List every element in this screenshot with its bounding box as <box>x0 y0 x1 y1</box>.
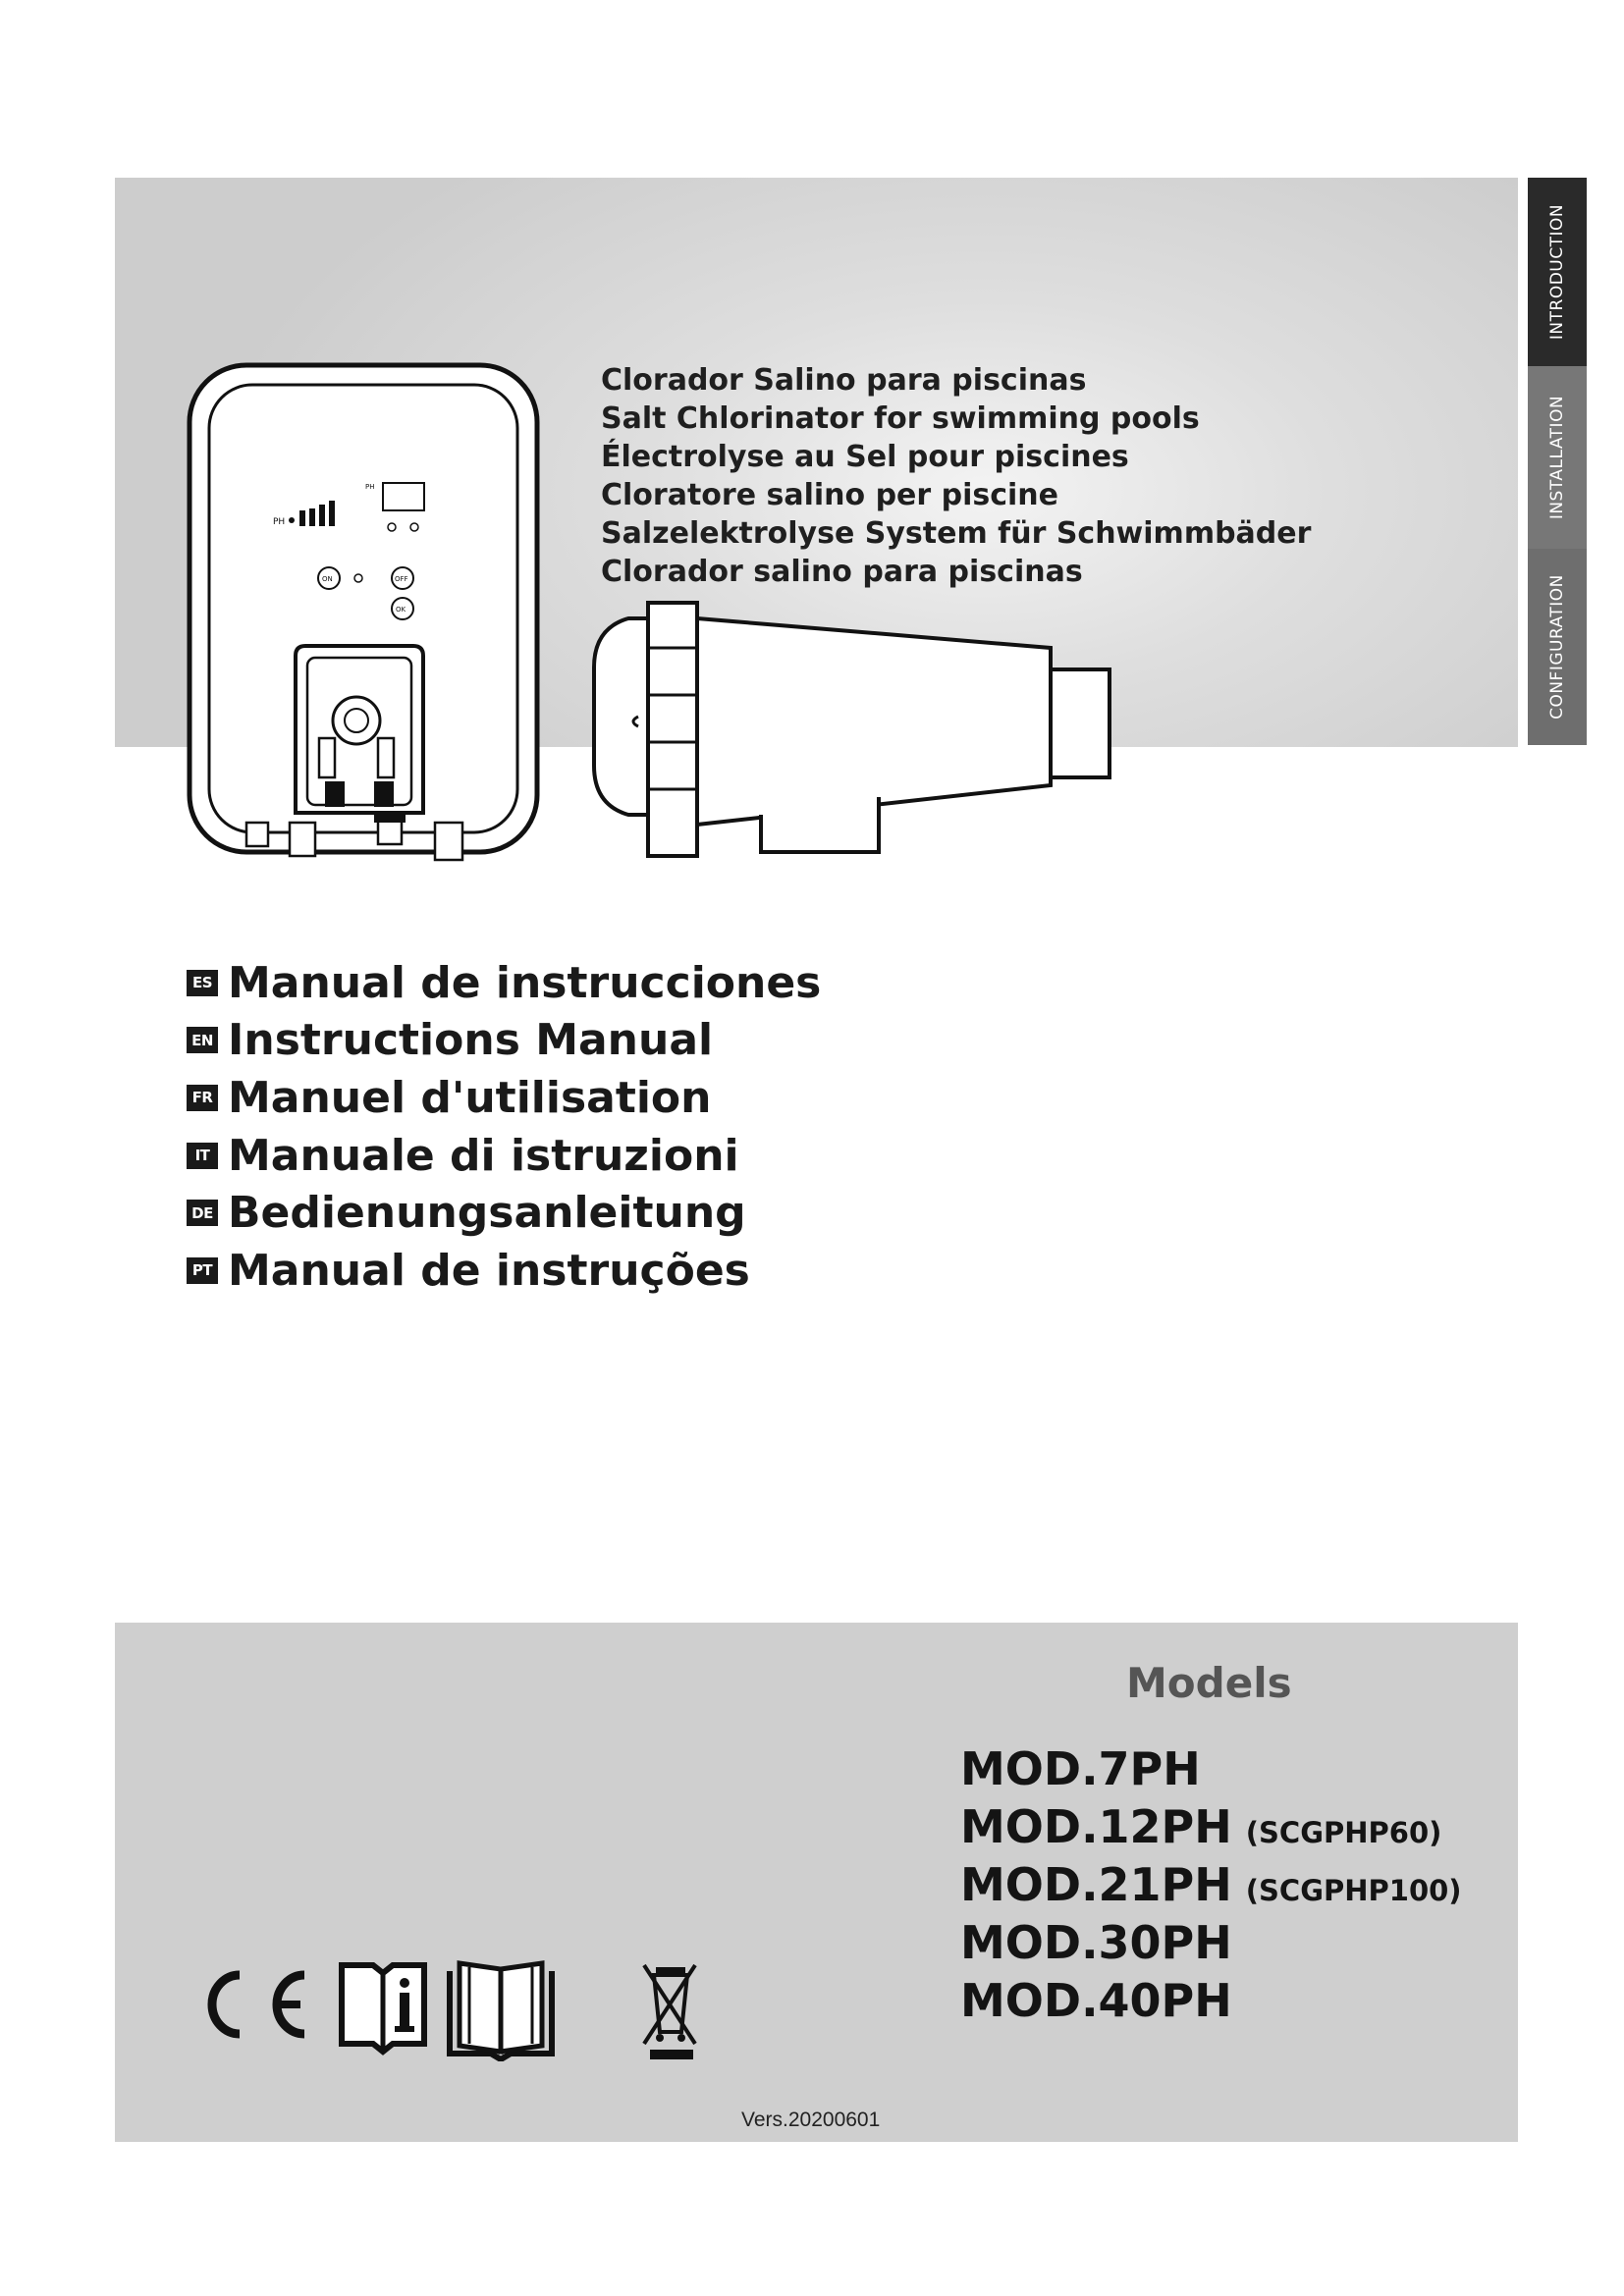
version-label: Vers.20200601 <box>741 2109 881 2131</box>
models-heading: Models <box>1126 1659 1292 1707</box>
product-title-pt: Clorador salino para piscinas <box>601 555 1083 589</box>
control-unit-illustration <box>182 361 545 872</box>
model-name: MOD.30PH <box>960 1916 1232 1969</box>
tab-introduction[interactable]: INTRODUCTION <box>1528 178 1587 366</box>
manual-title-es: Manual de instrucciones <box>228 957 822 1008</box>
electrolysis-cell-illustration <box>589 589 1139 874</box>
model-name: MOD.7PH <box>960 1742 1201 1795</box>
lang-badge-es: ES <box>187 970 218 996</box>
lang-badge-en: EN <box>187 1027 218 1053</box>
manual-title-fr: Manuel d'utilisation <box>228 1072 712 1123</box>
weee-bin-icon <box>644 1965 695 2059</box>
product-title-en: Salt Chlorinator for swimming pools <box>601 401 1200 436</box>
model-row <box>960 1974 1462 2032</box>
model-code: (SCGPHP100) <box>1245 1874 1462 1907</box>
model-code: (SCGPHP60) <box>1245 1816 1442 1849</box>
manual-title-de: Bedienungsanleitung <box>228 1188 746 1239</box>
manual-title-it: Manuale di istruzioni <box>228 1130 739 1181</box>
product-title-de: Salzelektrolyse System für Schwimmbäder <box>601 516 1312 551</box>
manual-row-de <box>187 1184 821 1242</box>
manual-row-it <box>187 1127 821 1185</box>
tab-installation[interactable]: INSTALLATION <box>1528 366 1587 549</box>
ph-label: PH <box>273 517 286 527</box>
lang-badge-pt: PT <box>187 1257 218 1284</box>
model-row <box>960 1800 1462 1858</box>
lang-badge-it: IT <box>187 1143 218 1169</box>
lang-badge-fr: FR <box>187 1085 218 1111</box>
ce-mark-icon <box>212 1975 304 2034</box>
manual-title-en: Instructions Manual <box>228 1015 714 1066</box>
product-title-fr: Électrolyse au Sel pour piscines <box>601 440 1129 474</box>
certification-icons <box>196 1953 746 2061</box>
lang-badge-de: DE <box>187 1200 218 1226</box>
manual-row-fr <box>187 1069 821 1127</box>
model-name: MOD.21PH <box>960 1858 1232 1911</box>
manual-list <box>187 954 821 1300</box>
manual-title-pt: Manual de instruções <box>228 1245 750 1296</box>
on-button-label: ON <box>322 575 333 583</box>
ph-display-label: PH <box>365 483 375 491</box>
model-list <box>960 1742 1462 2032</box>
model-name: MOD.40PH <box>960 1974 1232 2027</box>
tab-configuration[interactable]: CONFIGURATION <box>1528 549 1587 745</box>
model-name: MOD.12PH <box>960 1800 1232 1853</box>
manual-row-pt <box>187 1242 821 1300</box>
ok-button-label: OK <box>396 606 406 614</box>
model-row <box>960 1858 1462 1916</box>
open-book-icon <box>450 1963 552 2059</box>
manual-row-es <box>187 954 821 1012</box>
off-button-label: OFF <box>395 575 408 583</box>
model-row <box>960 1742 1462 1800</box>
manual-row-en <box>187 1012 821 1070</box>
product-title-it: Cloratore salino per piscine <box>601 478 1059 512</box>
side-tabs <box>1528 178 1587 745</box>
product-title-es: Clorador Salino para piscinas <box>601 363 1087 398</box>
product-titles <box>601 361 1311 591</box>
read-manual-info-icon <box>342 1965 424 2052</box>
model-row <box>960 1916 1462 1974</box>
